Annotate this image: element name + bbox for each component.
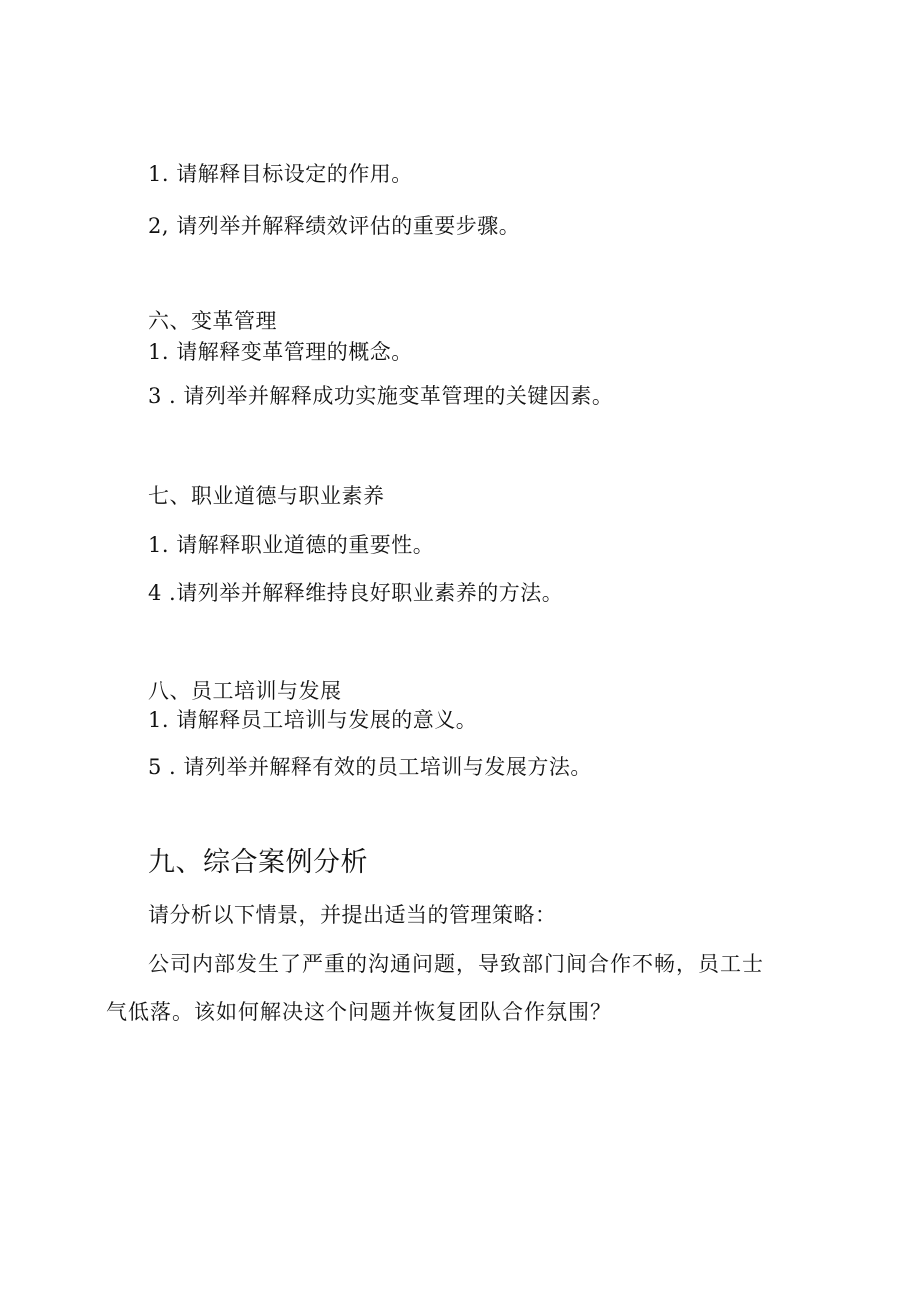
section-title: 九、综合案例分析: [148, 847, 368, 878]
question-goal-setting: 1. 请解释目标设定的作用。: [148, 162, 413, 186]
case-intro: 请分析以下情景，并提出适当的管理策略：: [148, 903, 557, 927]
section-title: 八、员工培训与发展: [148, 679, 342, 703]
section-title: 六、变革管理: [148, 309, 277, 333]
question-performance-evaluation: 2, 请列举并解释绩效评估的重要步骤。: [148, 214, 521, 238]
question-ethics-importance: 1. 请解释职业道德的重要性。: [148, 533, 435, 557]
question-professionalism-methods: 4 .请列举并解释维持良好职业素养的方法。: [148, 581, 564, 605]
question-change-factors: 3 . 请列举并解释成功实施变革管理的关键因素。: [148, 384, 614, 408]
section-title: 七、职业道德与职业素养: [148, 484, 385, 508]
question-training-meaning: 1. 请解释员工培训与发展的意义。: [148, 708, 478, 732]
question-training-methods: 5 . 请列举并解释有效的员工培训与发展方法。: [148, 755, 592, 779]
case-text-line-2: 气低落。该如何解决这个问题并恢复团队合作氛围？: [106, 1000, 612, 1024]
question-change-concept: 1. 请解释变革管理的概念。: [148, 340, 413, 364]
case-text-line-1: 公司内部发生了严重的沟通问题，导致部门间合作不畅，员工士: [148, 952, 764, 976]
